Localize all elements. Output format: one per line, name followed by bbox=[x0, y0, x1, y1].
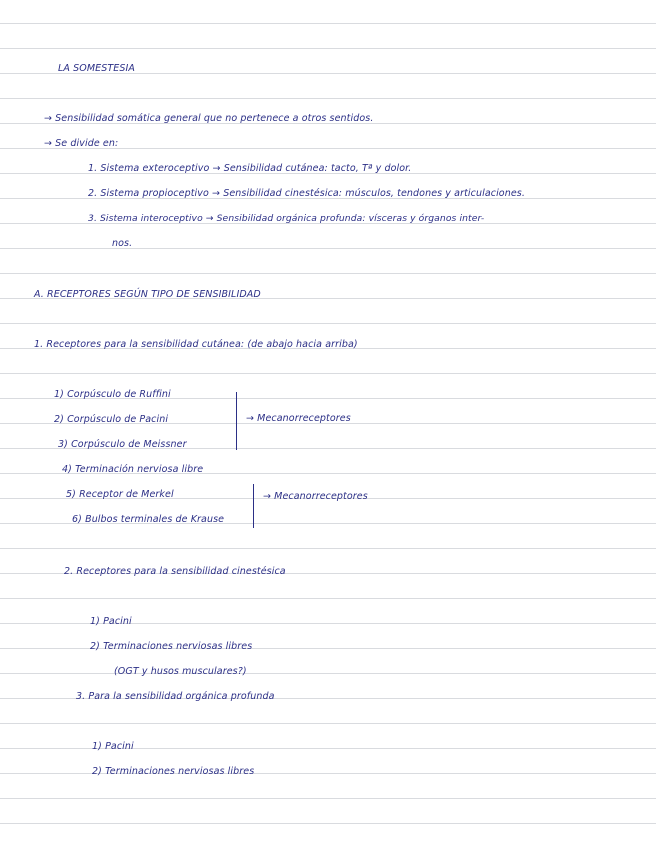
sub3-heading: 3. Para la sensibilidad orgánica profunda bbox=[76, 691, 275, 702]
bracket-group-1 bbox=[236, 392, 237, 450]
sub1-heading: 1. Receptores para la sensibilidad cutánea: (de abajo hacia arriba) bbox=[34, 339, 358, 350]
intro-line-1: → Sensibilidad somática general que no pertenece a otros sentidos. bbox=[44, 113, 374, 124]
sub1-item-5: 5) Receptor de Merkel bbox=[66, 489, 174, 500]
sub2-heading: 2. Receptores para la sensibilidad cinestésica bbox=[64, 566, 286, 577]
bracket-group-2 bbox=[253, 484, 254, 528]
system-line-3-continued: nos. bbox=[112, 238, 133, 249]
sub1-item-4: 4) Terminación nerviosa libre bbox=[62, 464, 204, 475]
group-label-1: → Mecanorreceptores bbox=[246, 413, 351, 424]
sub3-item-1: 1) Pacini bbox=[92, 741, 134, 752]
sub2-item-2: 2) Terminaciones nerviosas libres bbox=[90, 641, 253, 652]
sub1-item-6: 6) Bulbos terminales de Krause bbox=[72, 514, 225, 525]
group-label-2: → Mecanorreceptores bbox=[263, 491, 368, 502]
sub1-item-2: 2) Corpúsculo de Pacini bbox=[54, 414, 169, 425]
sub1-item-1: 1) Corpúsculo de Ruffini bbox=[54, 389, 171, 400]
note-title: LA SOMESTESIA bbox=[58, 63, 135, 74]
system-line-1: 1. Sistema exteroceptivo → Sensibilidad cutánea: tacto, Tª y dolor. bbox=[88, 163, 412, 174]
sub2-item-1: 1) Pacini bbox=[90, 616, 132, 627]
section-a-heading: A. RECEPTORES SEGÚN TIPO DE SENSIBILIDAD bbox=[34, 289, 261, 300]
system-line-2: 2. Sistema propioceptivo → Sensibilidad cinestésica: músculos, tendones y articulaciones. bbox=[88, 188, 525, 199]
sub2-item-3: (OGT y husos musculares?) bbox=[114, 666, 247, 677]
intro-line-2: → Se divide en: bbox=[44, 138, 119, 149]
sub3-item-2: 2) Terminaciones nerviosas libres bbox=[92, 766, 255, 777]
system-line-3: 3. Sistema interoceptivo → Sensibilidad orgánica profunda: vísceras y órganos inter- bbox=[88, 213, 485, 224]
sub1-item-3: 3) Corpúsculo de Meissner bbox=[58, 439, 187, 450]
